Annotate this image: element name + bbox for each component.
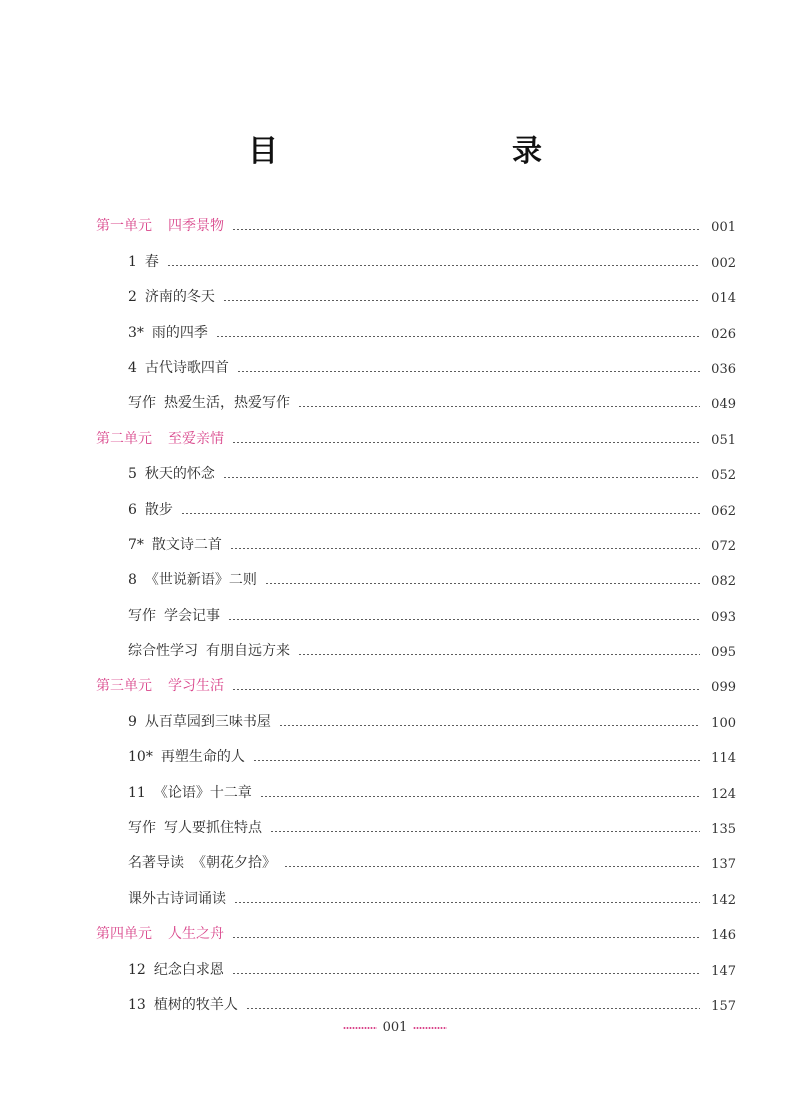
entry-title: 写人要抓住特点: [164, 820, 262, 837]
toc-unit-heading[interactable]: [96, 208, 736, 243]
entry-title: 课外古诗词诵读: [128, 890, 226, 907]
page-number: 095: [711, 645, 736, 661]
toc-entry[interactable]: [96, 703, 736, 738]
toc-entry[interactable]: [96, 810, 736, 845]
page-number: 142: [711, 892, 736, 908]
dot-leader: [284, 866, 700, 867]
entry-number: 5: [128, 466, 137, 483]
page-number: 014: [711, 291, 736, 307]
entry-number: 写作: [128, 607, 156, 624]
dot-leader: [232, 229, 700, 230]
dot-leader: [265, 583, 700, 584]
toc-entry[interactable]: [96, 880, 736, 915]
dot-leader: [232, 937, 700, 938]
entry-title: 再塑生命的人: [160, 749, 245, 766]
toc-entry[interactable]: [96, 633, 736, 668]
footer-dots-right: [413, 1027, 447, 1029]
toc-entry[interactable]: [96, 385, 736, 420]
entry-number: 11: [128, 784, 146, 801]
entry-number: 3*: [128, 324, 144, 341]
entry-title: 散文诗二首: [151, 536, 222, 553]
dot-leader: [260, 796, 700, 797]
dot-leader: [298, 406, 700, 407]
toc-entry[interactable]: [96, 774, 736, 809]
page-number: 001: [711, 220, 736, 236]
dot-leader: [253, 760, 700, 761]
toc-entry[interactable]: [96, 951, 736, 986]
table-of-contents: [96, 208, 736, 1022]
dot-leader: [223, 477, 700, 478]
entry-title: 春: [144, 253, 159, 270]
page-number: 137: [711, 857, 736, 873]
entry-title: 雨的四季: [151, 324, 208, 341]
page-title: 目 录: [248, 134, 600, 169]
entry-number: 综合性学习: [128, 643, 198, 660]
unit-label: 第三单元: [96, 678, 152, 695]
entry-title: 《论语》十二章: [153, 784, 252, 801]
entry-title: 从百草园到三味书屋: [144, 713, 271, 730]
page-number: 099: [711, 680, 736, 696]
unit-title: 人生之舟: [168, 926, 224, 943]
dot-leader: [246, 1008, 700, 1009]
entry-title: 秋天的怀念: [144, 466, 215, 483]
page-number: 124: [711, 786, 736, 802]
page-number: 051: [711, 432, 736, 448]
page-number: 093: [711, 609, 736, 625]
page-footer: [0, 1020, 790, 1035]
entry-number: 7*: [128, 536, 144, 553]
toc-entry[interactable]: [96, 527, 736, 562]
unit-label: 第一单元: [96, 218, 152, 235]
toc-unit-heading[interactable]: [96, 916, 736, 951]
entry-number: 4: [128, 359, 137, 376]
toc-entry[interactable]: [96, 597, 736, 632]
dot-leader: [279, 725, 700, 726]
entry-title: 《朝花夕拾》: [192, 855, 276, 872]
dot-leader: [232, 973, 700, 974]
entry-number: 8: [128, 572, 137, 589]
page-number: 026: [711, 326, 736, 342]
dot-leader: [232, 442, 700, 443]
entry-title: 散步: [144, 501, 173, 518]
toc-entry[interactable]: [96, 350, 736, 385]
dot-leader: [216, 336, 700, 337]
toc-entry[interactable]: [96, 491, 736, 526]
entry-number: 2: [128, 289, 137, 306]
toc-entry[interactable]: [96, 314, 736, 349]
entry-number: 6: [128, 501, 137, 518]
dot-leader: [167, 265, 700, 266]
page-number: 002: [711, 255, 736, 271]
page-number: 100: [711, 715, 736, 731]
dot-leader: [298, 654, 700, 655]
page-number: 062: [711, 503, 736, 519]
entry-number: 名著导读: [128, 855, 184, 872]
toc-entry[interactable]: [96, 562, 736, 597]
page-number: 052: [711, 468, 736, 484]
toc-entry[interactable]: [96, 279, 736, 314]
page-number: 082: [711, 574, 736, 590]
page-number: 072: [711, 538, 736, 554]
footer-dots-left: [343, 1027, 377, 1029]
entry-title: 有朋自远方来: [206, 643, 290, 660]
page-number: 147: [711, 963, 736, 979]
page-number: 036: [711, 361, 736, 377]
entry-title: 热爱生活，热爱写作: [164, 395, 290, 412]
unit-title: 四季景物: [168, 218, 224, 235]
page-number: 114: [711, 751, 736, 767]
entry-number: 9: [128, 713, 137, 730]
unit-label: 第二单元: [96, 430, 152, 447]
dot-leader: [232, 689, 700, 690]
footer-page-number: 001: [382, 1020, 408, 1035]
entry-number: 10*: [128, 749, 153, 766]
entry-title: 济南的冬天: [144, 289, 215, 306]
entry-number: 写作: [128, 820, 156, 837]
dot-leader: [228, 619, 700, 620]
toc-entry[interactable]: [96, 739, 736, 774]
toc-unit-heading[interactable]: [96, 668, 736, 703]
dot-leader: [234, 902, 700, 903]
entry-title: 纪念白求恩: [153, 961, 224, 978]
entry-number: 12: [128, 961, 146, 978]
entry-title: 《世说新语》二则: [144, 572, 257, 589]
page-number: 157: [711, 998, 736, 1014]
dot-leader: [230, 548, 700, 549]
unit-label: 第四单元: [96, 926, 152, 943]
toc-entry[interactable]: [96, 987, 736, 1022]
entry-title: 学会记事: [164, 607, 220, 624]
toc-entry[interactable]: [96, 243, 736, 278]
unit-title: 学习生活: [168, 678, 224, 695]
dot-leader: [181, 513, 700, 514]
entry-number: 13: [128, 996, 146, 1013]
entry-title: 植树的牧羊人: [153, 996, 238, 1013]
toc-entry[interactable]: [96, 456, 736, 491]
entry-number: 1: [128, 253, 137, 270]
page-number: 049: [711, 397, 736, 413]
page-number: 135: [711, 822, 736, 838]
entry-title: 古代诗歌四首: [144, 359, 229, 376]
unit-title: 至爱亲情: [168, 430, 224, 447]
dot-leader: [237, 371, 700, 372]
dot-leader: [270, 831, 700, 832]
page-number: 146: [711, 928, 736, 944]
dot-leader: [223, 300, 700, 301]
toc-unit-heading[interactable]: [96, 420, 736, 455]
toc-entry[interactable]: [96, 845, 736, 880]
entry-number: 写作: [128, 395, 156, 412]
